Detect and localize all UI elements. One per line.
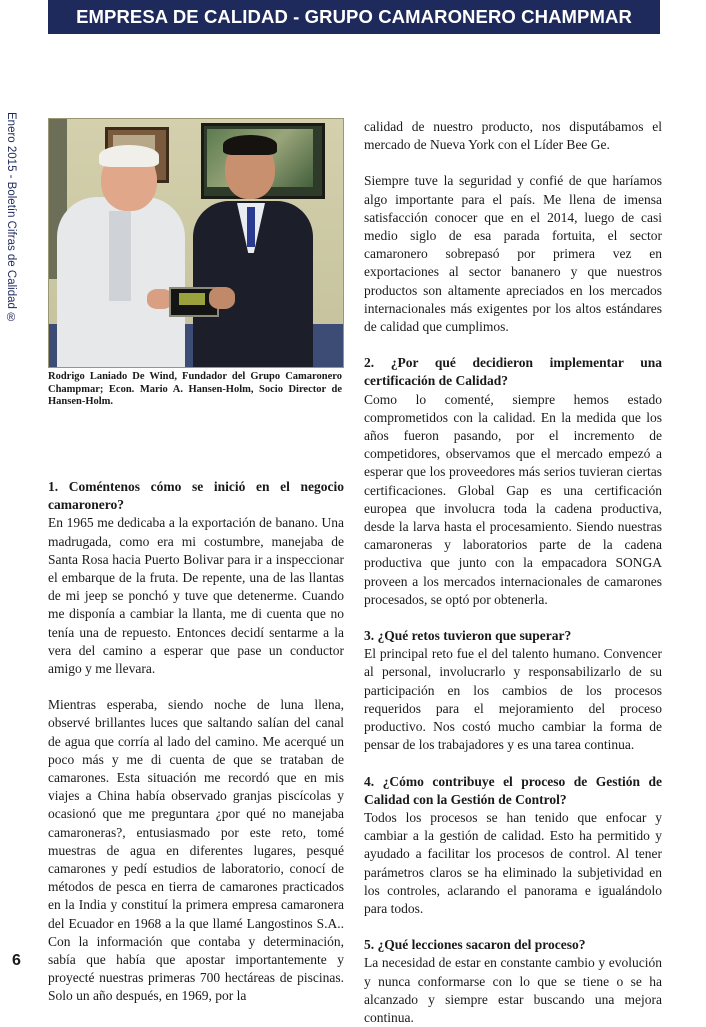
article-column-right xyxy=(364,118,662,1027)
photo-caption: Rodrigo Laniado De Wind, Fundador del Grupo Camaronero Champmar; Econ. Mario A. Hansen-Holm, Socio Director de Hansen-Holm. xyxy=(48,371,342,407)
question-heading: 4. ¿Cómo contribuye el proceso de Gestión de Calidad con la Gestión de Control? xyxy=(364,773,662,807)
answer-paragraph: El principal reto fue el del talento humano. Convencer al personal, involucrarlo y responsabilizarlo de su participación en los cambios de los procesos requeridos para el mejoramiento del proceso productivo. Nos costó mucho cambiar la forma de pensar de los trabajadores y es una tarea continua. xyxy=(364,646,662,753)
article-photo xyxy=(48,118,344,368)
header-banner xyxy=(48,0,660,34)
answer-paragraph: Como lo comenté, siempre hemos estado comprometidos con la calidad. En la medida que los años fueron pasando, por el incremento de competidores, observamos que el mercado empezó a esperar que los proveedores más serios tuvieran ciertas certificaciones. Global Gap es una certificación europea que involucra toda la cadena productiva, desde la larva hasta el procesamiento. Siendo nuestras camaroneras y laboratorios parte de la cadena productiva que junto con la empacadora SONGA proveen a los mercados internacionales de camarones procesados, se optó por obtenerla. xyxy=(364,391,662,607)
question-heading: 3. ¿Qué retos tuvieron que superar? xyxy=(364,628,572,644)
answer-paragraph: Mientras esperaba, siendo noche de luna llena, observé brillantes luces que saltando salían del canal de agua que corría al lado del camino. Me acerqué un poco más y me di cuenta de que se trataban de camarones. Esta situación me recordó que en mis viajes a China había observado granjas piscícolas y ocasionó que me preguntara ¿por qué no manejaba camaroneras?, entusiasmado por este reto, tomé muestras de agua en diferentes lugares, pesqué camarones y pedí estudios de laboratorio, conocí de métodos de pesca en tierra de camarones practicados en la India y constituí la primera empresa camaronera del Ecuador en 1968 a la que llamé Langostinos S.A.. Con la información que contaba y determinación, sabía que había que apostar importantemente y proyecté nuestras primeras 700 hectáreas de piscinas. Solo un año después, en 1969, por la xyxy=(48,697,344,1004)
sidebar-issue-label: Enero 2015 - Boletín Cifras de Calidad ® xyxy=(5,112,17,325)
answer-paragraph: En 1965 me dedicaba a la exportación de banano. Una madrugada, como era mi costumbre, manejaba de Santa Rosa hacia Puerto Bolivar para ir a inspeccionar el embarque de la fruta. De repente, una de las llantas de mi jeep se ponchó y tuve que detenerme. Cuando me disponía a cambiar la llanta, me di cuenta que no tenía una de repuesto. Entonces decidí sentarme a la vera del camino a esperar que pase un conductor amigo y me llevara. xyxy=(48,515,344,677)
article-column-left xyxy=(48,478,344,1006)
header-title: EMPRESA DE CALIDAD - GRUPO CAMARONERO CHAMPMAR xyxy=(76,6,632,27)
question-heading: 5. ¿Qué lecciones sacaron del proceso? xyxy=(364,937,586,953)
question-heading: 2. ¿Por qué decidieron implementar una certificación de Calidad? xyxy=(364,355,662,389)
answer-paragraph: calidad de nuestro producto, nos disputábamos el mercado de Nueva York con el Líder Bee Ge. xyxy=(364,119,662,153)
page-number: 6 xyxy=(12,952,21,969)
answer-paragraph: Siempre tuve la seguridad y confié de que haríamos algo importante para el país. Me llena de imensa satisfacción conocer que en el 2014, luego de casi medio siglo de esa parada fortuita, el sector camaronero sobrepasó por primera vez en exportaciones al sector bananero y que nuestros productos son altamente apreciados en los mercados internacionales más exigentes por los altos estándares de calidad que cumplimos. xyxy=(364,173,662,335)
answer-paragraph: Todos los procesos se han tenido que enfocar y cambiar a la gestión de calidad. Esto ha permitido y ayudado a facilitar los procesos de control. Al tener parámetros claros se ha eliminado la subjetividad en los controles, aclarando el panorama e igualándolo para todos. xyxy=(364,809,662,916)
answer-paragraph: La necesidad de estar en constante cambio y evolución y nunca conformarse con lo que se tiene o se ha alcanzado y siempre estar buscando una mejora continua. xyxy=(364,955,662,1025)
question-heading: 1. Coméntenos cómo se inició en el negocio camaronero? xyxy=(48,479,344,513)
